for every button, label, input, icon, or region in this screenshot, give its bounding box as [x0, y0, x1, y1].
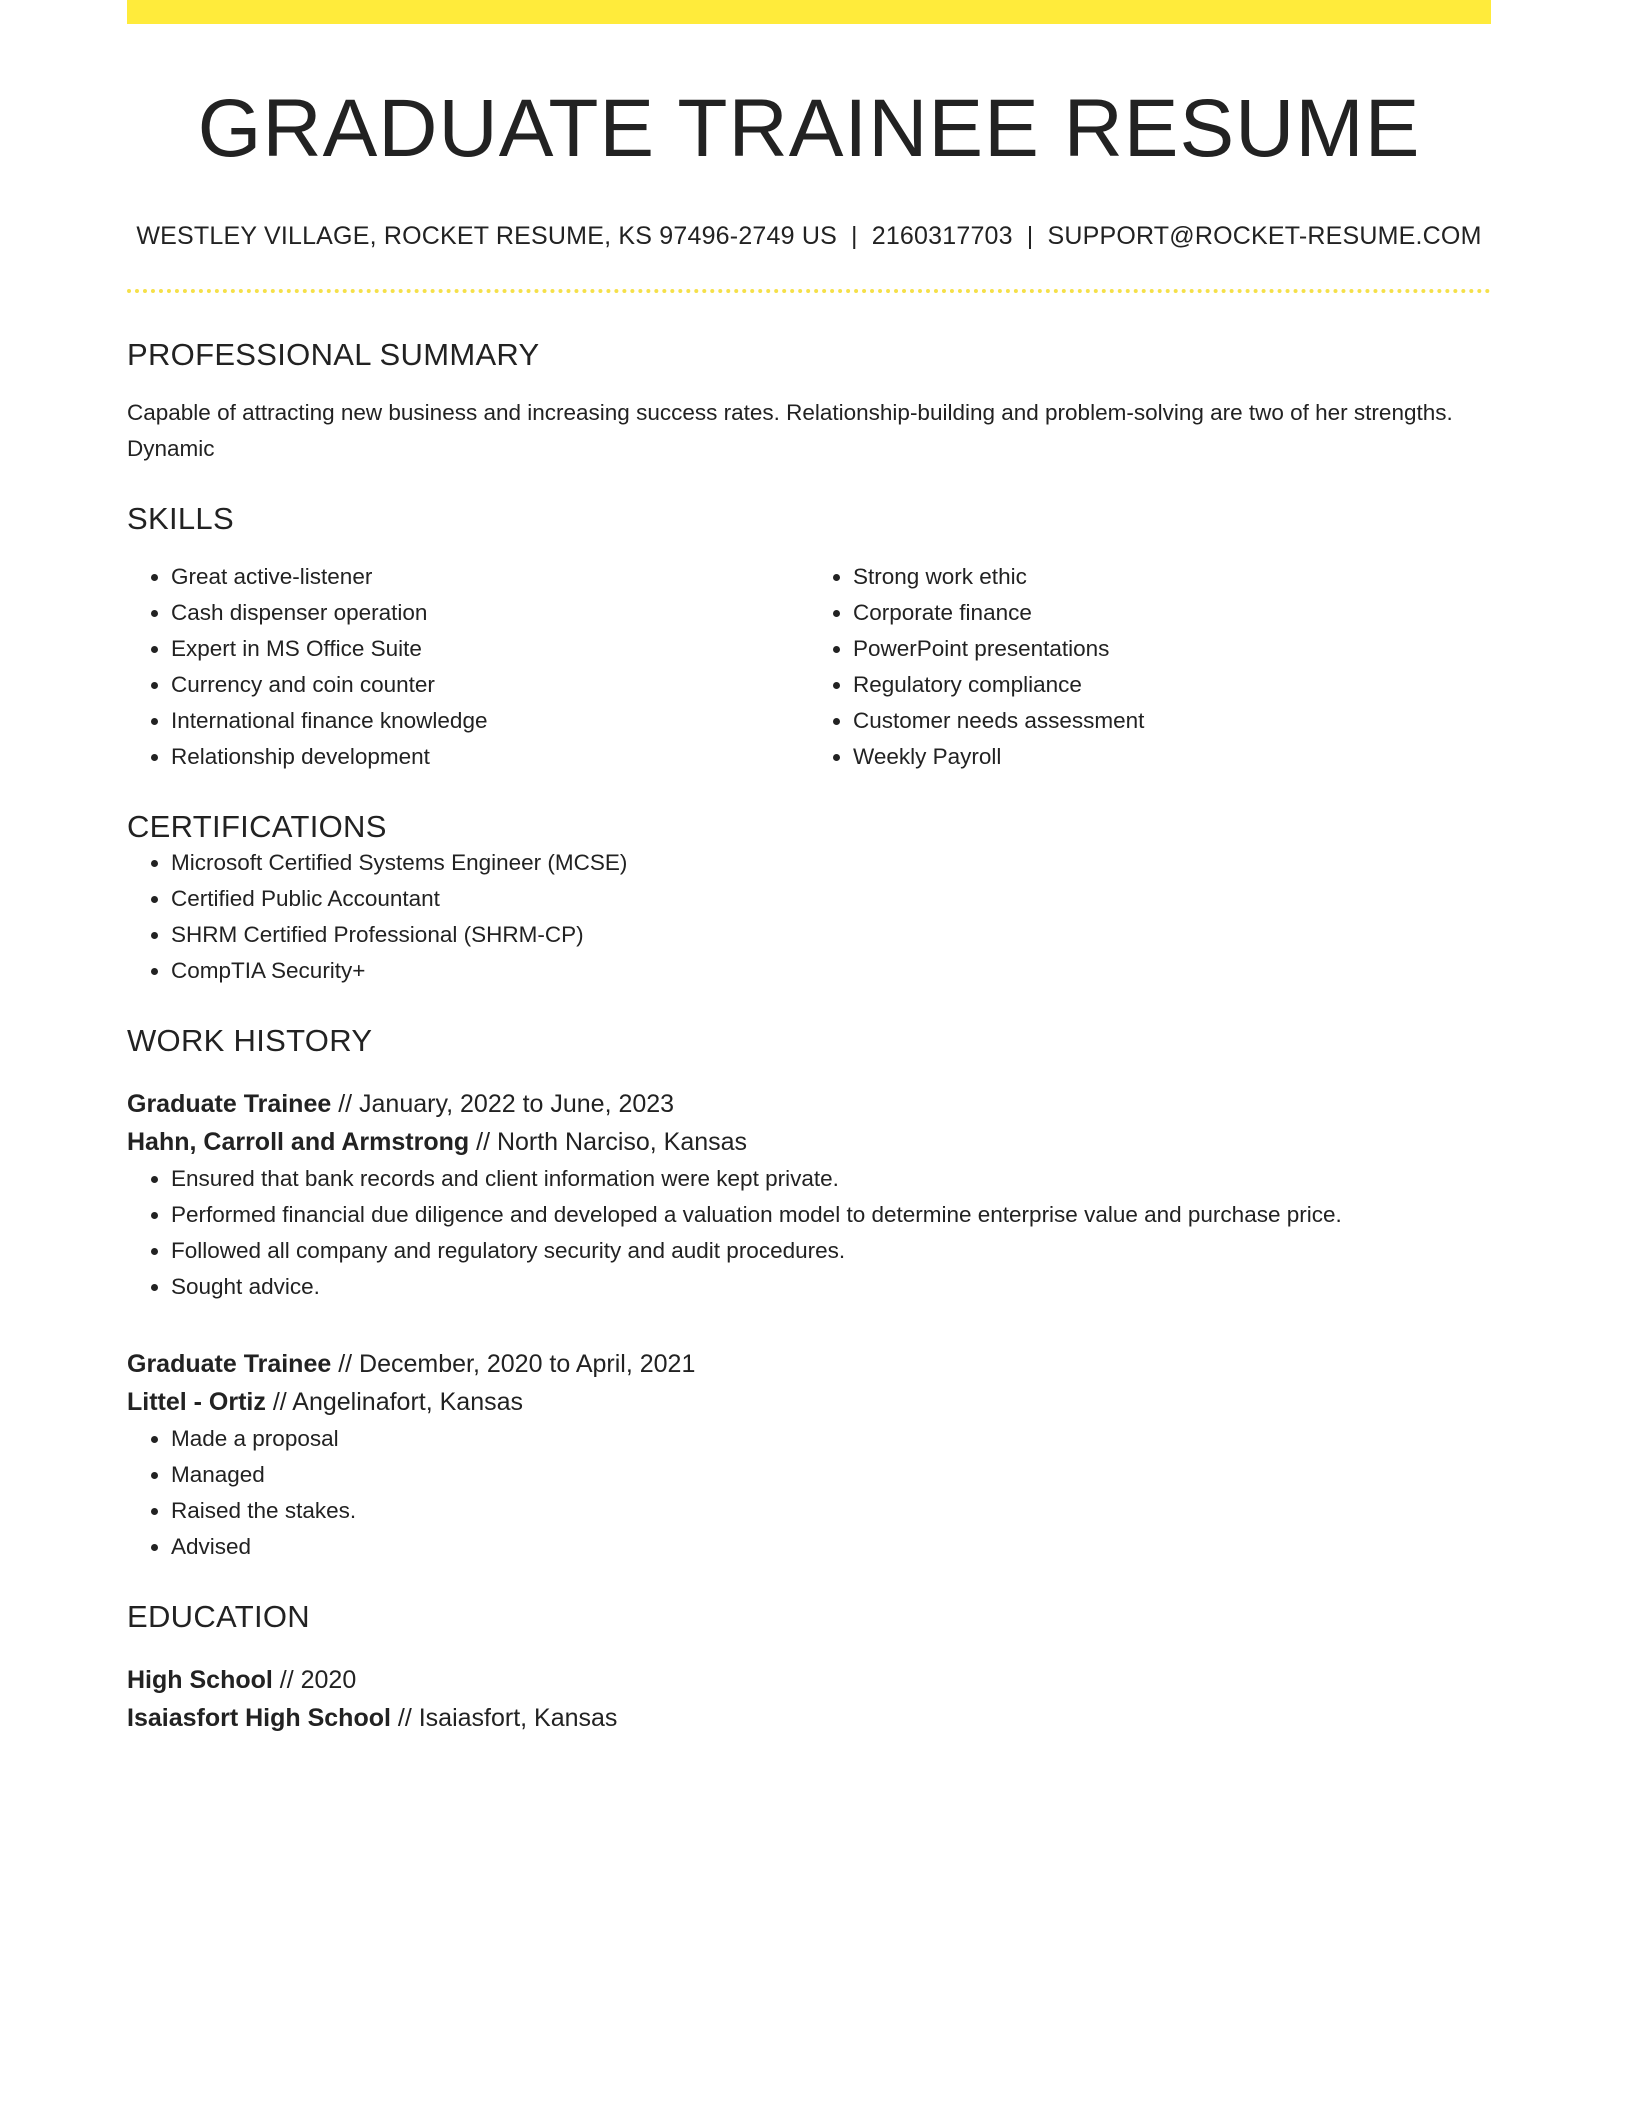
contact-separator: | — [1026, 222, 1034, 251]
skill-item: • Cash dispenser operation — [171, 595, 809, 631]
certifications-section — [127, 809, 1491, 989]
job-title: Graduate Trainee — [127, 1090, 332, 1119]
work-history-section — [127, 1023, 1491, 1565]
education-school: Isaiasfort High School — [127, 1704, 391, 1733]
skill-item: • International finance knowledge — [171, 703, 809, 739]
job-entry — [127, 1345, 1491, 1565]
certification-item: • CompTIA Security+ — [171, 953, 1491, 989]
job-dates: // January, 2022 to June, 2023 — [331, 1090, 675, 1119]
job-dates: // December, 2020 to April, 2021 — [331, 1350, 696, 1379]
skills-columns — [127, 559, 1491, 775]
contact-line — [127, 222, 1491, 251]
education-entry — [127, 1661, 1491, 1737]
summary-section — [127, 337, 1491, 467]
summary-text: Capable of attracting new business and increasing success rates. Relationship-building and problem-solving are two of her strengths. Dynamic — [127, 400, 1453, 462]
education-degree-line — [127, 1661, 1491, 1699]
job-duty-item: • Followed all company and regulatory security and audit procedures. — [171, 1233, 1491, 1269]
contact-address: WESTLEY VILLAGE, ROCKET RESUME, KS 97496-2749 US — [136, 222, 838, 251]
job-duty-item: • Managed — [171, 1457, 1491, 1493]
job-company: Hahn, Carroll and Armstrong — [127, 1128, 470, 1157]
skill-item: • Currency and coin counter — [171, 667, 809, 703]
job-duty-item: • Advised — [171, 1529, 1491, 1565]
job-duty-item: • Sought advice. — [171, 1269, 1491, 1305]
job-title: Graduate Trainee — [127, 1350, 332, 1379]
job-duties-list — [127, 1161, 1491, 1305]
education-degree: High School — [127, 1666, 273, 1695]
skills-section — [127, 501, 1491, 775]
skill-item: • PowerPoint presentations — [853, 631, 1491, 667]
job-title-line — [127, 1085, 1491, 1123]
resume-page — [127, 0, 1491, 1737]
job-duty-item: • Ensured that bank records and client information were kept private. — [171, 1161, 1491, 1197]
education-location: // Isaiasfort, Kansas — [390, 1704, 618, 1733]
job-company-line — [127, 1123, 1491, 1161]
job-duties-list — [127, 1421, 1491, 1565]
job-entry — [127, 1085, 1491, 1305]
job-company-line — [127, 1383, 1491, 1421]
contact-separator: | — [851, 222, 858, 251]
dotted-divider — [127, 289, 1491, 293]
education-school-line — [127, 1699, 1491, 1737]
skills-heading: SKILLS — [127, 501, 234, 537]
summary-heading: PROFESSIONAL SUMMARY — [127, 337, 540, 373]
skill-item: • Regulatory compliance — [853, 667, 1491, 703]
skill-item: • Relationship development — [171, 739, 809, 775]
certifications-heading: CERTIFICATIONS — [127, 809, 387, 845]
certification-item: • Certified Public Accountant — [171, 881, 1491, 917]
job-company: Littel - Ortiz — [127, 1388, 266, 1417]
skill-item: • Corporate finance — [853, 595, 1491, 631]
certification-item: • SHRM Certified Professional (SHRM-CP) — [171, 917, 1491, 953]
skill-item: • Great active-listener — [171, 559, 809, 595]
education-section — [127, 1599, 1491, 1737]
skills-column-left — [127, 559, 809, 775]
skills-list-right — [809, 559, 1491, 775]
job-duty-item: • Raised the stakes. — [171, 1493, 1491, 1529]
job-title-line — [127, 1345, 1491, 1383]
contact-email: SUPPORT@ROCKET-RESUME.COM — [1047, 222, 1482, 251]
job-location: // Angelinafort, Kansas — [265, 1388, 523, 1417]
work-history-heading: WORK HISTORY — [127, 1023, 373, 1059]
job-location: // North Narciso, Kansas — [469, 1128, 748, 1157]
contact-phone: 2160317703 — [871, 222, 1013, 251]
skill-item: • Expert in MS Office Suite — [171, 631, 809, 667]
skills-list-left — [127, 559, 809, 775]
resume-title: GRADUATE TRAINEE RESUME — [197, 83, 1421, 174]
job-duty-item: • Made a proposal — [171, 1421, 1491, 1457]
skill-item: • Weekly Payroll — [853, 739, 1491, 775]
accent-top-bar — [127, 0, 1491, 24]
education-heading: EDUCATION — [127, 1599, 310, 1635]
skill-item: • Customer needs assessment — [853, 703, 1491, 739]
job-duty-item: • Performed financial due diligence and developed a valuation model to determine enterprise value and purchase price. — [171, 1197, 1491, 1233]
skill-item: • Strong work ethic — [853, 559, 1491, 595]
certifications-list — [127, 845, 1491, 989]
education-year: // 2020 — [272, 1666, 357, 1695]
skills-column-right — [809, 559, 1491, 775]
certification-item: • Microsoft Certified Systems Engineer (MCSE) — [171, 845, 1491, 881]
